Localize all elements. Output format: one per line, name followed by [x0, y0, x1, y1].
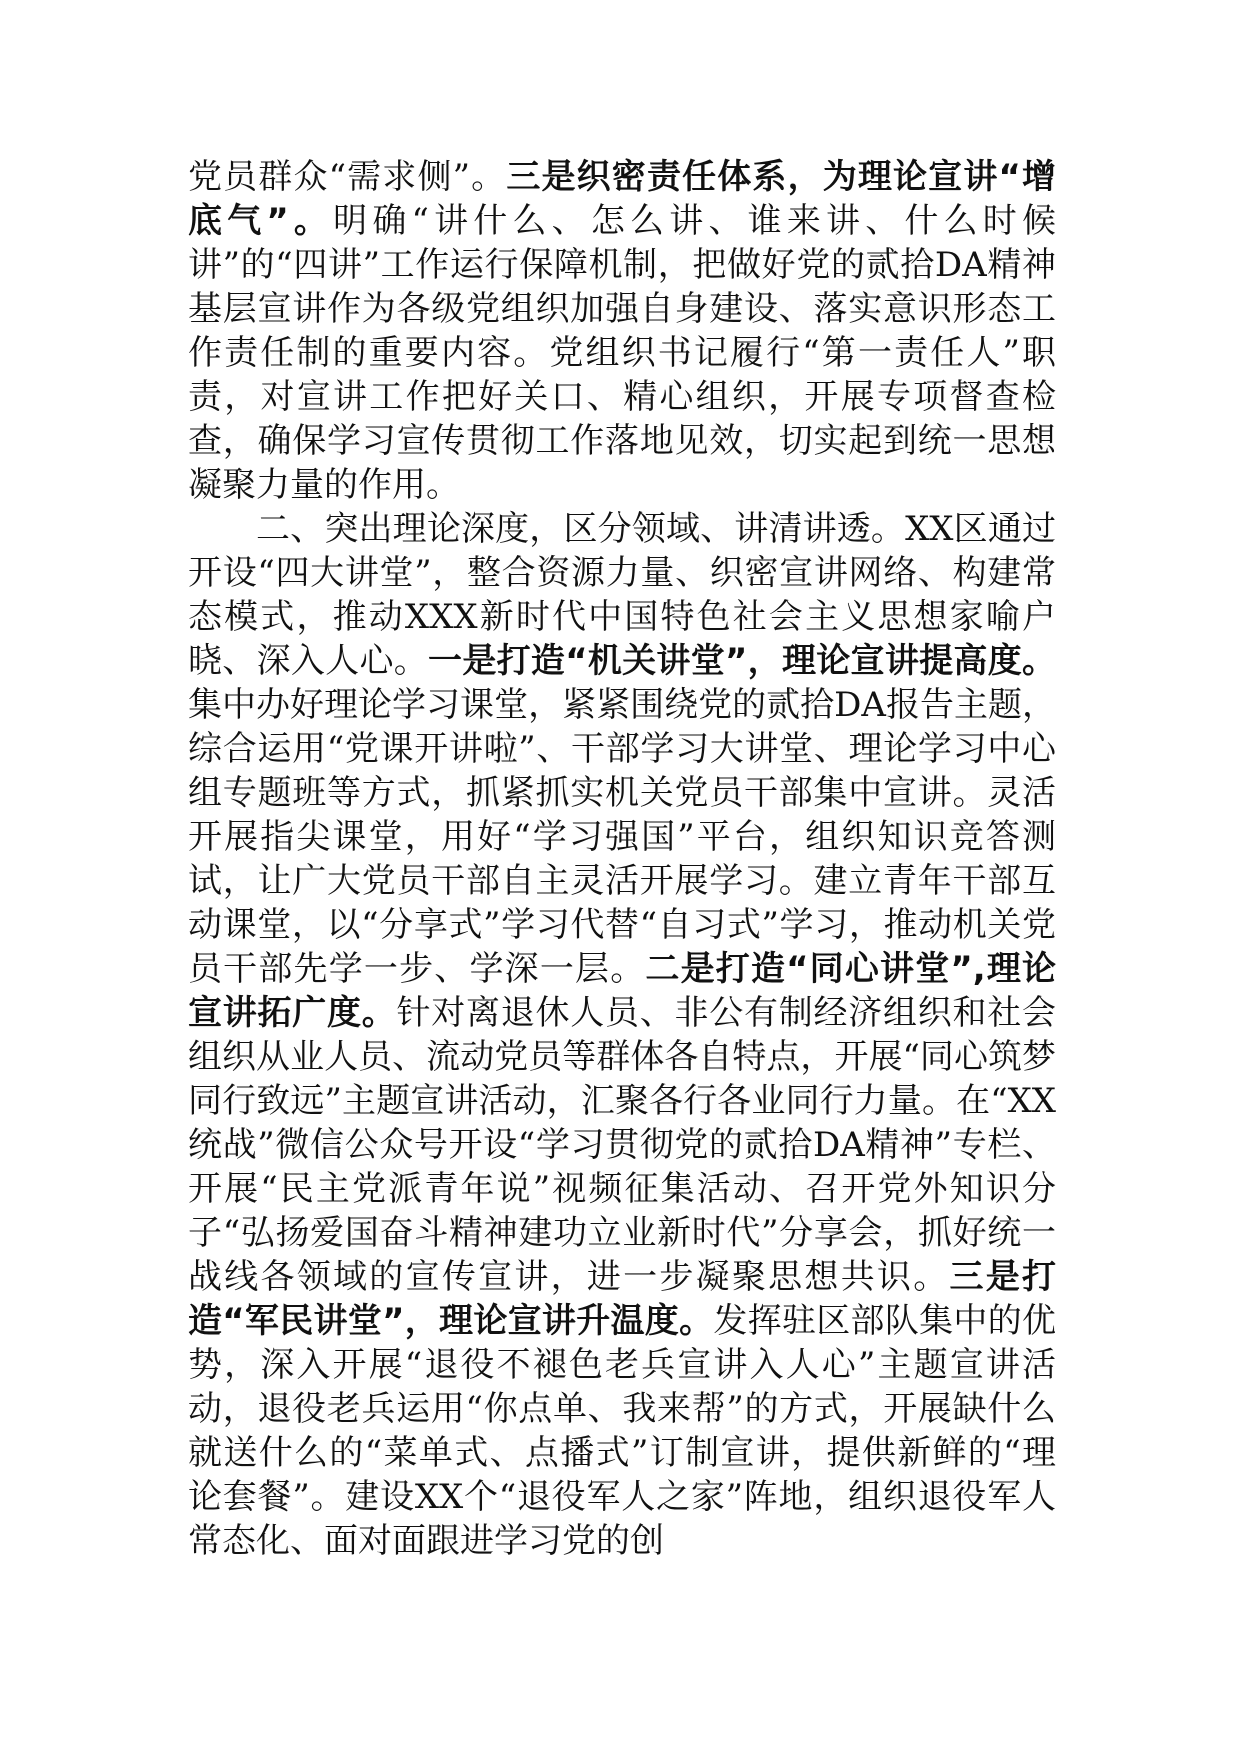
text-run: 集中办好理论学习课堂，紧紧围绕党的贰拾DA报告主题，综合运用“党课开讲啦”、干部学习大讲堂、理论学习中心组专题班等方式，抓紧抓实机关党员干部集中宣讲。灵活开展指尖课堂，用好“学习强国”平台，组织知识竞答测试，让广大党员干部自主灵活开展学习。建立青年干部互动课堂，以“分享式”学习代替“自习式”学习，推动机关党员干部先学一步、学深一层。 — [188, 685, 1056, 989]
bold-heading-run: 二是打造“同心讲堂”,理论宣讲拓广度。 — [188, 949, 1057, 1033]
text-run: 发挥驻区部队集中的优势，深入开展“退役不褪色老兵宣讲入人心”主题宣讲活动，退役老兵运用“你点单、我来帮”的方式，开展缺什么就送什么的“菜单式、点播式”订制宣讲，提供新鲜的“理论套餐”。建设XX个“退役军人之家”阵地，组织退役军人常态化、面对面跟进学习党的创 — [188, 1301, 1057, 1561]
paragraph-1 — [188, 155, 1056, 507]
text-run: 二、突出理论深度，区分领域、讲清讲透。XX区通过开设“四大讲堂”，整合资源力量、织密宣讲网络、构建常态模式，推动XXX新时代中国特色社会主义思想家喻户晓、深入人心。 — [188, 509, 1056, 681]
bold-heading-run: 一是打造“机关讲堂”，理论宣讲提高度。 — [428, 641, 1056, 681]
text-run: 党员群众“需求侧”。 — [188, 157, 507, 197]
document-page — [188, 155, 1056, 1563]
paragraph-2 — [188, 507, 1056, 1563]
bold-heading-run: 三是打造“军民讲堂”，理论宣讲升温度。 — [188, 1257, 1057, 1341]
text-run: 针对离退休人员、非公有制经济组织和社会组织从业人员、流动党员等群体各自特点，开展“同心筑梦同行致远”主题宣讲活动，汇聚各行各业同行力量。在“XX统战”微信公众号开设“学习贯彻党的贰拾DA精神”专栏、开展“民主党派青年说”视频征集活动、召开党外知识分子“弘扬爱国奋斗精神建功立业新时代”分享会，抓好统一战线各领域的宣传宣讲，进一步凝聚思想共识。 — [188, 993, 1056, 1297]
bold-heading-run: 三是织密责任体系，为理论宣讲“增底气”。 — [188, 157, 1056, 241]
text-run: 明确“讲什么、怎么讲、谁来讲、什么时候讲”的“四讲”工作运行保障机制，把做好党的贰拾DA精神基层宣讲作为各级党组织加强自身建设、落实意识形态工作责任制的重要内容。党组织书记履行“第一责任人”职责，对宣讲工作把好关口、精心组织，开展专项督查检查，确保学习宣传贯彻工作落地见效，切实起到统一思想凝聚力量的作用。 — [188, 201, 1056, 505]
